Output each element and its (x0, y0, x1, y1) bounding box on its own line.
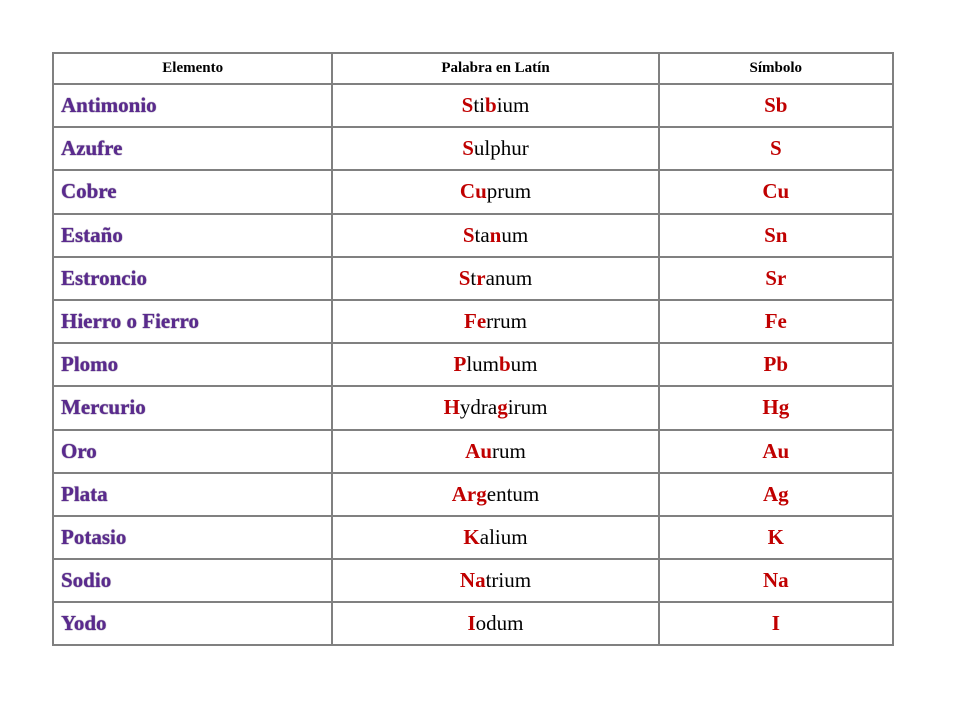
element-name: Cobre (53, 170, 332, 213)
latin-highlight: g (476, 481, 487, 506)
latin-highlight: I (467, 611, 476, 636)
latin-segment: trium (485, 568, 532, 593)
latin-word (332, 516, 658, 559)
latin-word (332, 84, 658, 127)
latin-word (332, 559, 658, 602)
latin-highlight: S (458, 265, 471, 290)
latin-segment: prum (486, 179, 532, 204)
latin-segment: entum (486, 481, 540, 506)
latin-highlight: K (463, 524, 480, 549)
element-symbol: Sr (659, 257, 893, 300)
latin-segment: ti (473, 93, 485, 118)
latin-word (332, 602, 658, 645)
latin-highlight: Fe (464, 309, 487, 334)
element-name: Hierro o Fierro (53, 300, 332, 343)
element-symbol: Hg (659, 386, 893, 429)
element-symbol: S (659, 127, 893, 170)
latin-highlight: r (476, 265, 486, 290)
element-symbol: Na (659, 559, 893, 602)
element-symbol: I (659, 602, 893, 645)
latin-segment: irum (507, 395, 548, 420)
element-symbol: Ag (659, 473, 893, 516)
header-latin: Palabra en Latín (332, 53, 658, 84)
header-element: Elemento (53, 53, 332, 84)
latin-word (332, 386, 658, 429)
table-row (53, 516, 893, 559)
table-row (53, 343, 893, 386)
element-name: Potasio (53, 516, 332, 559)
latin-segment: odum (475, 611, 524, 636)
latin-highlight: b (498, 352, 511, 377)
element-name: Antimonio (53, 84, 332, 127)
element-name: Estroncio (53, 257, 332, 300)
latin-segment: ydra (459, 395, 498, 420)
latin-highlight: S (462, 136, 474, 161)
table-row (53, 214, 893, 257)
element-symbol: Sn (659, 214, 893, 257)
table-row (53, 559, 893, 602)
element-symbol: Fe (659, 300, 893, 343)
element-name: Sodio (53, 559, 332, 602)
latin-word (332, 257, 658, 300)
header-symbol: Símbolo (659, 53, 893, 84)
latin-word (332, 430, 658, 473)
element-name: Yodo (53, 602, 332, 645)
latin-segment: rrum (486, 309, 527, 334)
latin-word (332, 343, 658, 386)
table-row (53, 386, 893, 429)
element-name: Estaño (53, 214, 332, 257)
element-name: Oro (53, 430, 332, 473)
latin-word (332, 473, 658, 516)
element-symbol: Au (659, 430, 893, 473)
table-row (53, 602, 893, 645)
header-row (53, 53, 893, 84)
latin-highlight: Na (459, 568, 486, 593)
latin-highlight: P (453, 352, 467, 377)
latin-segment: rum (492, 438, 526, 463)
latin-word (332, 300, 658, 343)
element-symbol: Cu (659, 170, 893, 213)
latin-segment: ulphur (473, 136, 529, 161)
latin-highlight: S (461, 93, 474, 118)
latin-highlight: Au (465, 438, 493, 463)
table-row (53, 473, 893, 516)
element-symbol: Pb (659, 343, 893, 386)
latin-highlight: S (462, 222, 475, 247)
table-row (53, 257, 893, 300)
latin-segment: ta (474, 222, 490, 247)
latin-segment: um (510, 352, 538, 377)
table-row (53, 170, 893, 213)
latin-highlight: g (497, 395, 508, 420)
element-symbol: Sb (659, 84, 893, 127)
element-symbol: K (659, 516, 893, 559)
element-name: Azufre (53, 127, 332, 170)
latin-highlight: Cu (459, 179, 487, 204)
element-name: Plata (53, 473, 332, 516)
latin-word (332, 127, 658, 170)
latin-segment: alium (479, 524, 528, 549)
latin-highlight: n (489, 222, 502, 247)
latin-word (332, 170, 658, 213)
table-row (53, 300, 893, 343)
table-row (53, 127, 893, 170)
elements-table (52, 52, 894, 646)
latin-highlight: b (485, 93, 497, 118)
latin-highlight: Ar (451, 481, 477, 506)
element-name: Plomo (53, 343, 332, 386)
latin-segment: um (501, 222, 529, 247)
latin-segment: t (470, 265, 477, 290)
latin-segment: anum (485, 265, 533, 290)
latin-segment: ium (496, 93, 530, 118)
table-row (53, 430, 893, 473)
latin-segment: lum (466, 352, 499, 377)
latin-word (332, 214, 658, 257)
latin-highlight: H (443, 395, 460, 420)
element-name: Mercurio (53, 386, 332, 429)
table-row (53, 84, 893, 127)
